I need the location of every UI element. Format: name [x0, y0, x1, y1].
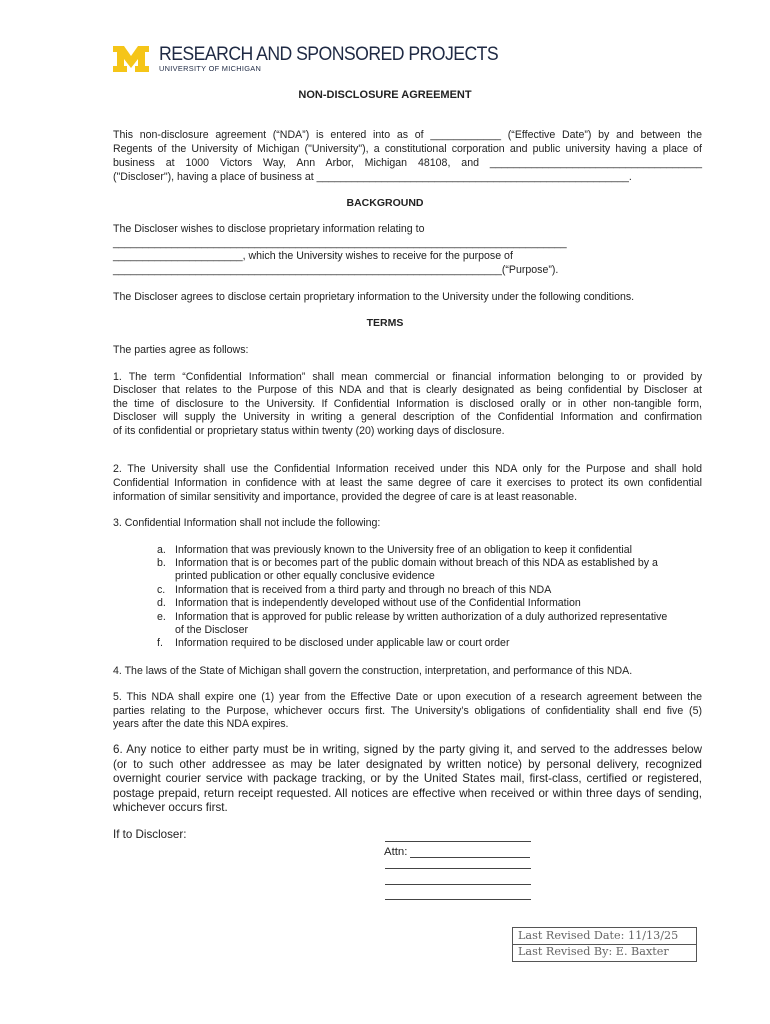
- term-line: 1. The term “Confidential Information” shall mean commercial or financial information belonging to or provided by: [113, 371, 702, 383]
- term-4: 4. The laws of the State of Michigan shall govern the construction, interpretation, and performance of this NDA.: [113, 665, 633, 677]
- term-3: 3. Confidential Information shall not include the following:: [113, 517, 381, 529]
- background-line: The Discloser wishes to disclose proprietary information relating to: [113, 223, 425, 235]
- document-title: NON-DISCLOSURE AGREEMENT: [298, 89, 472, 101]
- term-line: Confidential Information in confidence with at least the same degree of care it exercises to protect its own confidential: [113, 477, 702, 489]
- term-line: Discloser will supply the University in writing a general description of the Confidential Information and confirmation: [113, 411, 702, 423]
- list-item: [157, 597, 707, 610]
- revision-box: [512, 927, 697, 962]
- list-text: Information that is approved for public release by written authorization of a duly authorized representative: [175, 611, 668, 623]
- term-line: Discloser that relates to the Purpose of this NDA and that is clearly designated as being confidential by Discloser at: [113, 384, 702, 396]
- list-text: Information that was previously known to the University free of an obligation to keep it confidential: [175, 544, 632, 556]
- term-line: whichever occurs first.: [113, 801, 228, 814]
- list-item: [157, 637, 707, 650]
- intro-line: Regents of the University of Michigan ("University"), a constitutional corporation and public university having a place of: [113, 143, 702, 155]
- block-m-logo-icon: [113, 46, 149, 72]
- list-item: [157, 611, 707, 637]
- header-logo: [113, 44, 524, 74]
- background-line: _____________________________________________________________________________: [113, 237, 567, 249]
- background-heading: BACKGROUND: [346, 197, 424, 209]
- list-marker: c.: [157, 584, 166, 596]
- term-line: 5. This NDA shall expire one (1) year from the Effective Date or upon execution of a research agreement between the: [113, 691, 702, 703]
- term-line: of its confidential or proprietary status within twenty (20) working days of disclosure.: [113, 425, 505, 437]
- list-text: Information that is received from a third party and through no breach of this NDA: [175, 584, 552, 596]
- address-line[interactable]: [385, 884, 531, 885]
- address-line[interactable]: [385, 899, 531, 900]
- background-line: __________________________________________________________________(“Purpose”).: [113, 264, 559, 276]
- intro-line: ("Discloser"), having a place of business at _____________________________________________________.: [113, 171, 632, 183]
- term-line: overnight courier service with package tracking, or by the United States mail, first-class, certified or registered,: [113, 772, 702, 785]
- intro-line: business at 1000 Victors Way, Ann Arbor, Michigan 48108, and ____________________________________: [113, 157, 702, 169]
- background-line: ______________________, which the University wishes to receive for the purpose of: [113, 250, 513, 262]
- notice-label: If to Discloser:: [113, 828, 187, 841]
- terms-intro: The parties agree as follows:: [113, 344, 249, 356]
- list-marker: b.: [157, 557, 166, 569]
- list-item: [157, 557, 707, 583]
- term-line: postage prepaid, return receipt requested. All notices are effective when received or within three days of sending,: [113, 787, 702, 800]
- attn-label: Attn:: [384, 846, 408, 858]
- background-close: The Discloser agrees to disclose certain proprietary information to the University under the following conditions.: [113, 291, 635, 303]
- list-text: of the Discloser: [175, 624, 249, 637]
- list-text: Information that is independently developed without use of the Confidential Information: [175, 597, 581, 609]
- address-line[interactable]: [385, 841, 531, 842]
- address-line[interactable]: [385, 868, 531, 869]
- list-marker: e.: [157, 611, 166, 623]
- term-line: (or to such other addressee as may be later designated by written notice) by personal delivery, recognized: [113, 758, 702, 771]
- list-marker: d.: [157, 597, 166, 609]
- term-line: years after the date this NDA expires.: [113, 718, 289, 730]
- list-text: Information that is or becomes part of the public domain without breach of this NDA as established by a: [175, 557, 658, 569]
- intro-line: This non-disclosure agreement (“NDA”) is entered into as of ____________ (“Effective Date”) by and between the: [113, 129, 702, 141]
- list-text: Information required to be disclosed under applicable law or court order: [175, 637, 510, 649]
- term-line: the time of disclosure to the University. If Confidential Information is disclosed orally or in other non-tangible form,: [113, 398, 702, 410]
- list-text: printed publication or other equally conclusive evidence: [175, 570, 435, 583]
- list-item: [157, 584, 707, 597]
- university-name: UNIVERSITY OF MICHIGAN: [159, 64, 262, 73]
- term-line: 6. Any notice to either party must be in writing, signed by the party giving it, and served to the addresses below: [113, 743, 702, 756]
- term-line: parties relating to the Purpose, whichever occurs first. The University’s obligations of confidentiality shall end five (5): [113, 705, 702, 717]
- attn-field[interactable]: [410, 857, 530, 858]
- list-marker: a.: [157, 544, 166, 556]
- list-item: [157, 544, 707, 557]
- term-line: information of similar sensitivity and importance, provided the degree of care is at least reasonable.: [113, 491, 578, 503]
- terms-heading: TERMS: [366, 317, 404, 329]
- list-marker: f.: [157, 637, 163, 649]
- term-line: 2. The University shall use the Confidential Information received under this NDA only for the Purpose and shall hold: [113, 463, 702, 475]
- revision-author: Last Revised By: E. Baxter: [518, 945, 669, 958]
- org-title: RESEARCH AND SPONSORED PROJECTS: [159, 44, 499, 65]
- revision-date: Last Revised Date: 11/13/25: [518, 929, 679, 942]
